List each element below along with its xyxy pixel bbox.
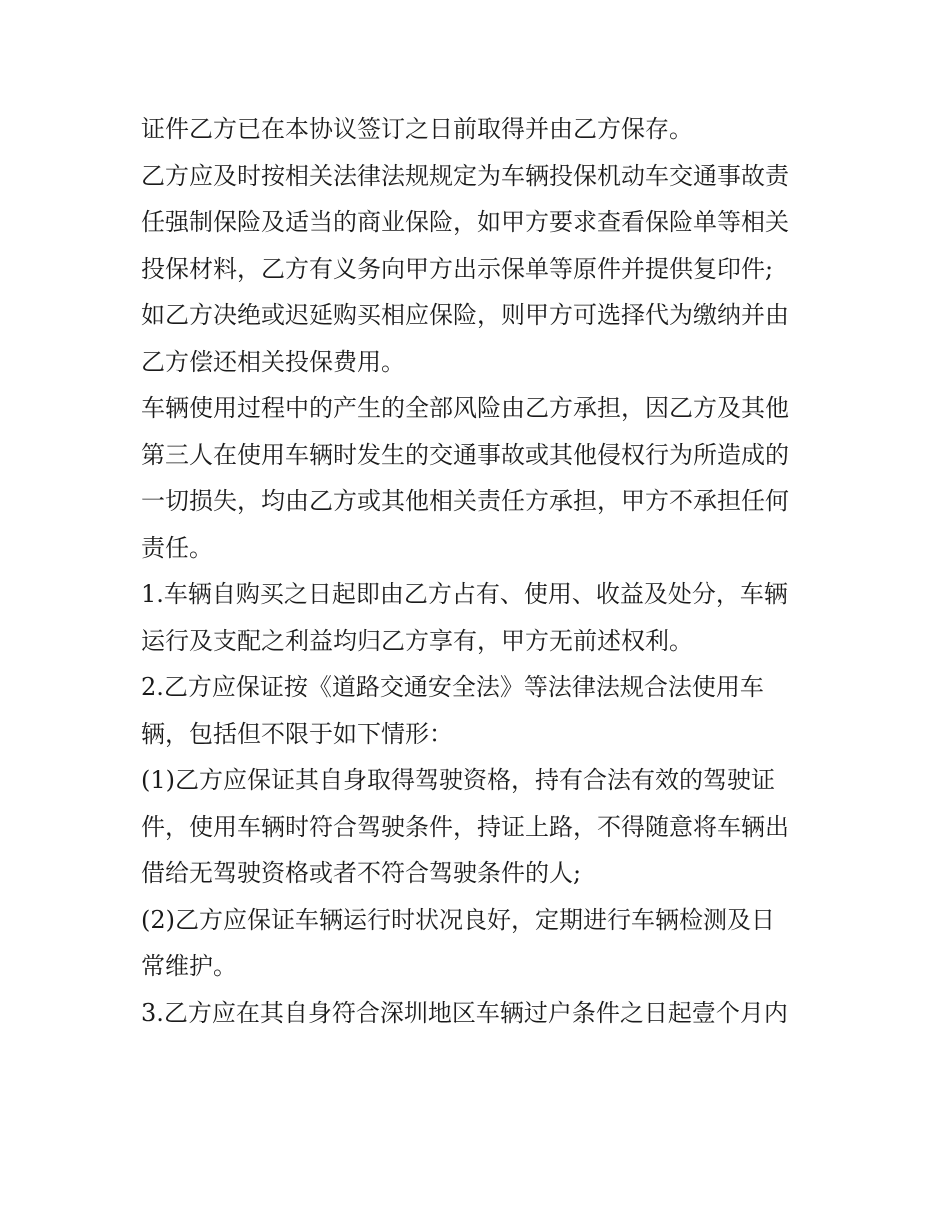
text-line: 任强制保险及适当的商业保险，如甲方要求查看保险单等相关 [141, 208, 789, 236]
text-line: 1.车辆自购买之日起即由乙方占有、使用、收益及处分，车辆 [141, 580, 788, 608]
text-line: 件，使用车辆时符合驾驶条件，持证上路，不得随意将车辆出 [141, 812, 789, 841]
text-line: 运行及支配之利益均归乙方享有，甲方无前述权利。 [141, 626, 693, 655]
text-line: 2.乙方应保证按《道路交通安全法》等法律法规合法使用车 [141, 673, 764, 701]
text-line: 责任。 [141, 533, 213, 562]
text-line: 乙方偿还相关投保费用。 [141, 347, 405, 376]
text-line: 如乙方决绝或迟延购买相应保险，则甲方可选择代为缴纳并由 [141, 301, 789, 329]
text-line: (2)乙方应保证车辆运行时状况良好，定期进行车辆检测及日 [141, 905, 775, 934]
text-line: 第三人在使用车辆时发生的交通事故或其他侵权行为所造成的 [141, 440, 789, 469]
text-line: (1)乙方应保证其自身取得驾驶资格，持有合法有效的驾驶证 [141, 766, 775, 794]
text-line: 3.乙方应在其自身符合深圳地区车辆过户条件之日起壹个月内 [141, 998, 788, 1027]
text-line: 辆，包括但不限于如下情形： [141, 719, 453, 748]
text-line: 乙方应及时按相关法律法规规定为车辆投保机动车交通事故责 [141, 161, 789, 190]
text-line: 借给无驾驶资格或者不符合驾驶条件的人; [141, 859, 582, 887]
text-line: 一切损失，均由乙方或其他相关责任方承担，甲方不承担任何 [141, 487, 789, 515]
text-line: 常维护。 [141, 952, 237, 980]
text-line: 车辆使用过程中的产生的全部风险由乙方承担，因乙方及其他 [141, 394, 789, 422]
text-line: 投保材料，乙方有义务向甲方出示保单等原件并提供复印件; [141, 254, 774, 283]
document-body [141, 106, 821, 1036]
text-line: 证件乙方已在本协议签订之日前取得并由乙方保存。 [141, 115, 693, 143]
